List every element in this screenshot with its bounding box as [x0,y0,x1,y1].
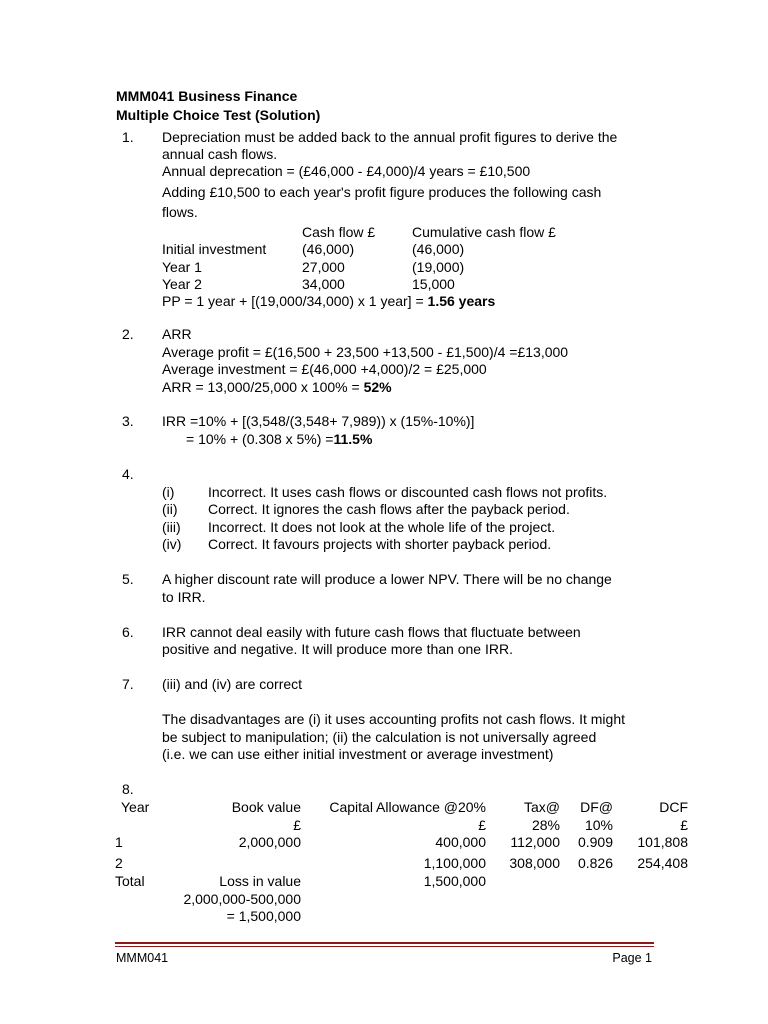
q6-line-1: IRR cannot deal easily with future cash flows that fluctuate between [162,624,581,640]
item-roman: (ii) [162,501,178,517]
question-number: 2. [122,326,134,342]
irr-line [186,431,372,449]
col-dcf-header: DCF [659,799,688,815]
row-label: Year 1 [162,259,202,275]
row-cumulative: (19,000) [412,259,465,275]
q3-line-1: IRR =10% + [(3,548/(3,548+ 7,989)) x (15%-10%)] [162,413,475,429]
cell-ca: 1,100,000 [423,855,486,871]
col-df-header: DF@ [580,799,613,815]
col-ca-unit: £ [478,817,486,833]
q2-line-1: ARR [162,326,192,342]
row-cash-flow: 27,000 [302,259,345,275]
q1-line-1: Depreciation must be added back to the annual profit figures to derive the [162,129,618,145]
footer-rule-thin [115,946,654,947]
q5-line-1: A higher discount rate will produce a lower NPV. There will be no change [162,571,612,587]
total-book-1: Loss in value [219,873,301,889]
footer-course-code: MMM041 [116,951,169,965]
irr-formula: = 10% + (0.308 x 5%) = [186,431,334,447]
q1-line-2: annual cash flows. [162,146,278,162]
col-df-unit: 10% [584,817,613,833]
question-number: 7. [122,676,134,692]
q2-line-3: Average investment = £(46,000 +4,000)/2 = £25,000 [162,361,487,377]
col-year-header: Year [121,799,150,815]
q5-line-2: to IRR. [162,589,206,605]
cell-tax: 308,000 [509,855,560,871]
q1-line-5: flows. [162,204,198,220]
q6-line-2: positive and negative. It will produce more than one IRR. [162,641,513,657]
arr-answer: 52% [363,379,392,395]
question-number: 3. [122,413,134,429]
payback-answer: 1.56 years [427,293,496,309]
col-dcf-unit: £ [680,817,688,833]
item-roman: (iii) [162,519,181,535]
header-cash-flow: Cash flow £ [302,224,376,240]
item-text: Incorrect. It does not look at the whole life of the project. [208,519,556,535]
col-book-unit: £ [293,817,301,833]
payback-formula: PP = 1 year + [(19,000/34,000) x 1 year] = [162,293,424,309]
q7-line-4: (i.e. we can use either initial investment or average investment) [162,746,554,762]
cell-dcf: 254,408 [637,855,688,871]
cell-year: 2 [115,855,123,871]
question-number: 1. [122,129,134,145]
cell-book: 2,000,000 [238,834,301,850]
total-book-3: = 1,500,000 [226,908,301,924]
row-label: Initial investment [162,241,267,257]
cell-year: 1 [115,834,123,850]
col-book-header: Book value [231,799,301,815]
arr-line [162,379,392,397]
col-tax-unit: 28% [531,817,560,833]
question-number: 5. [122,571,134,587]
total-label: Total [115,873,145,889]
q1-line-3: Annual deprecation = (£46,000 - £4,000)/4 years = £10,500 [162,163,531,179]
col-ca-header: Capital Allowance @20% [329,799,486,815]
row-cumulative: (46,000) [412,241,465,257]
item-roman: (i) [162,484,175,500]
document-title: MMM041 Business Finance [116,88,298,104]
row-cumulative: 15,000 [412,276,455,292]
q2-line-2: Average profit = £(16,500 + 23,500 +13,500 - £1,500)/4 =£13,000 [162,344,569,360]
q7-line-1: (iii) and (iv) are correct [162,676,303,692]
question-number: 6. [122,624,134,640]
total-book-2: 2,000,000-500,000 [183,891,301,907]
q1-line-4: Adding £10,500 to each year's profit figure produces the following cash [162,184,602,200]
q7-line-3: be subject to manipulation; (ii) the calculation is not universally agreed [162,729,597,745]
irr-answer: 11.5% [333,431,373,447]
item-text: Correct. It ignores the cash flows after the payback period. [208,501,570,517]
col-tax-header: Tax@ [524,799,560,815]
cell-dcf: 101,808 [637,834,688,850]
row-cash-flow: (46,000) [302,241,355,257]
payback-period-line [162,293,495,311]
document-subtitle: Multiple Choice Test (Solution) [116,107,321,123]
footer-rule-thick [115,942,654,944]
page-number: Page 1 [612,951,652,965]
item-text: Correct. It favours projects with shorter payback period. [208,536,552,552]
cell-df: 0.826 [577,855,613,871]
header-cumulative: Cumulative cash flow £ [412,224,556,240]
question-number: 8. [122,781,134,797]
item-roman: (iv) [162,536,182,552]
cell-tax: 112,000 [510,834,560,850]
q7-line-2: The disadvantages are (i) it uses accounting profits not cash flows. It might [162,711,626,727]
cell-df: 0.909 [577,834,613,850]
total-ca: 1,500,000 [423,873,486,889]
row-cash-flow: 34,000 [302,276,345,292]
item-text: Incorrect. It uses cash flows or discounted cash flows not profits. [208,484,608,500]
cell-ca: 400,000 [435,834,486,850]
arr-formula: ARR = 13,000/25,000 x 100% = [162,379,360,395]
row-label: Year 2 [162,276,202,292]
question-number: 4. [122,466,134,482]
